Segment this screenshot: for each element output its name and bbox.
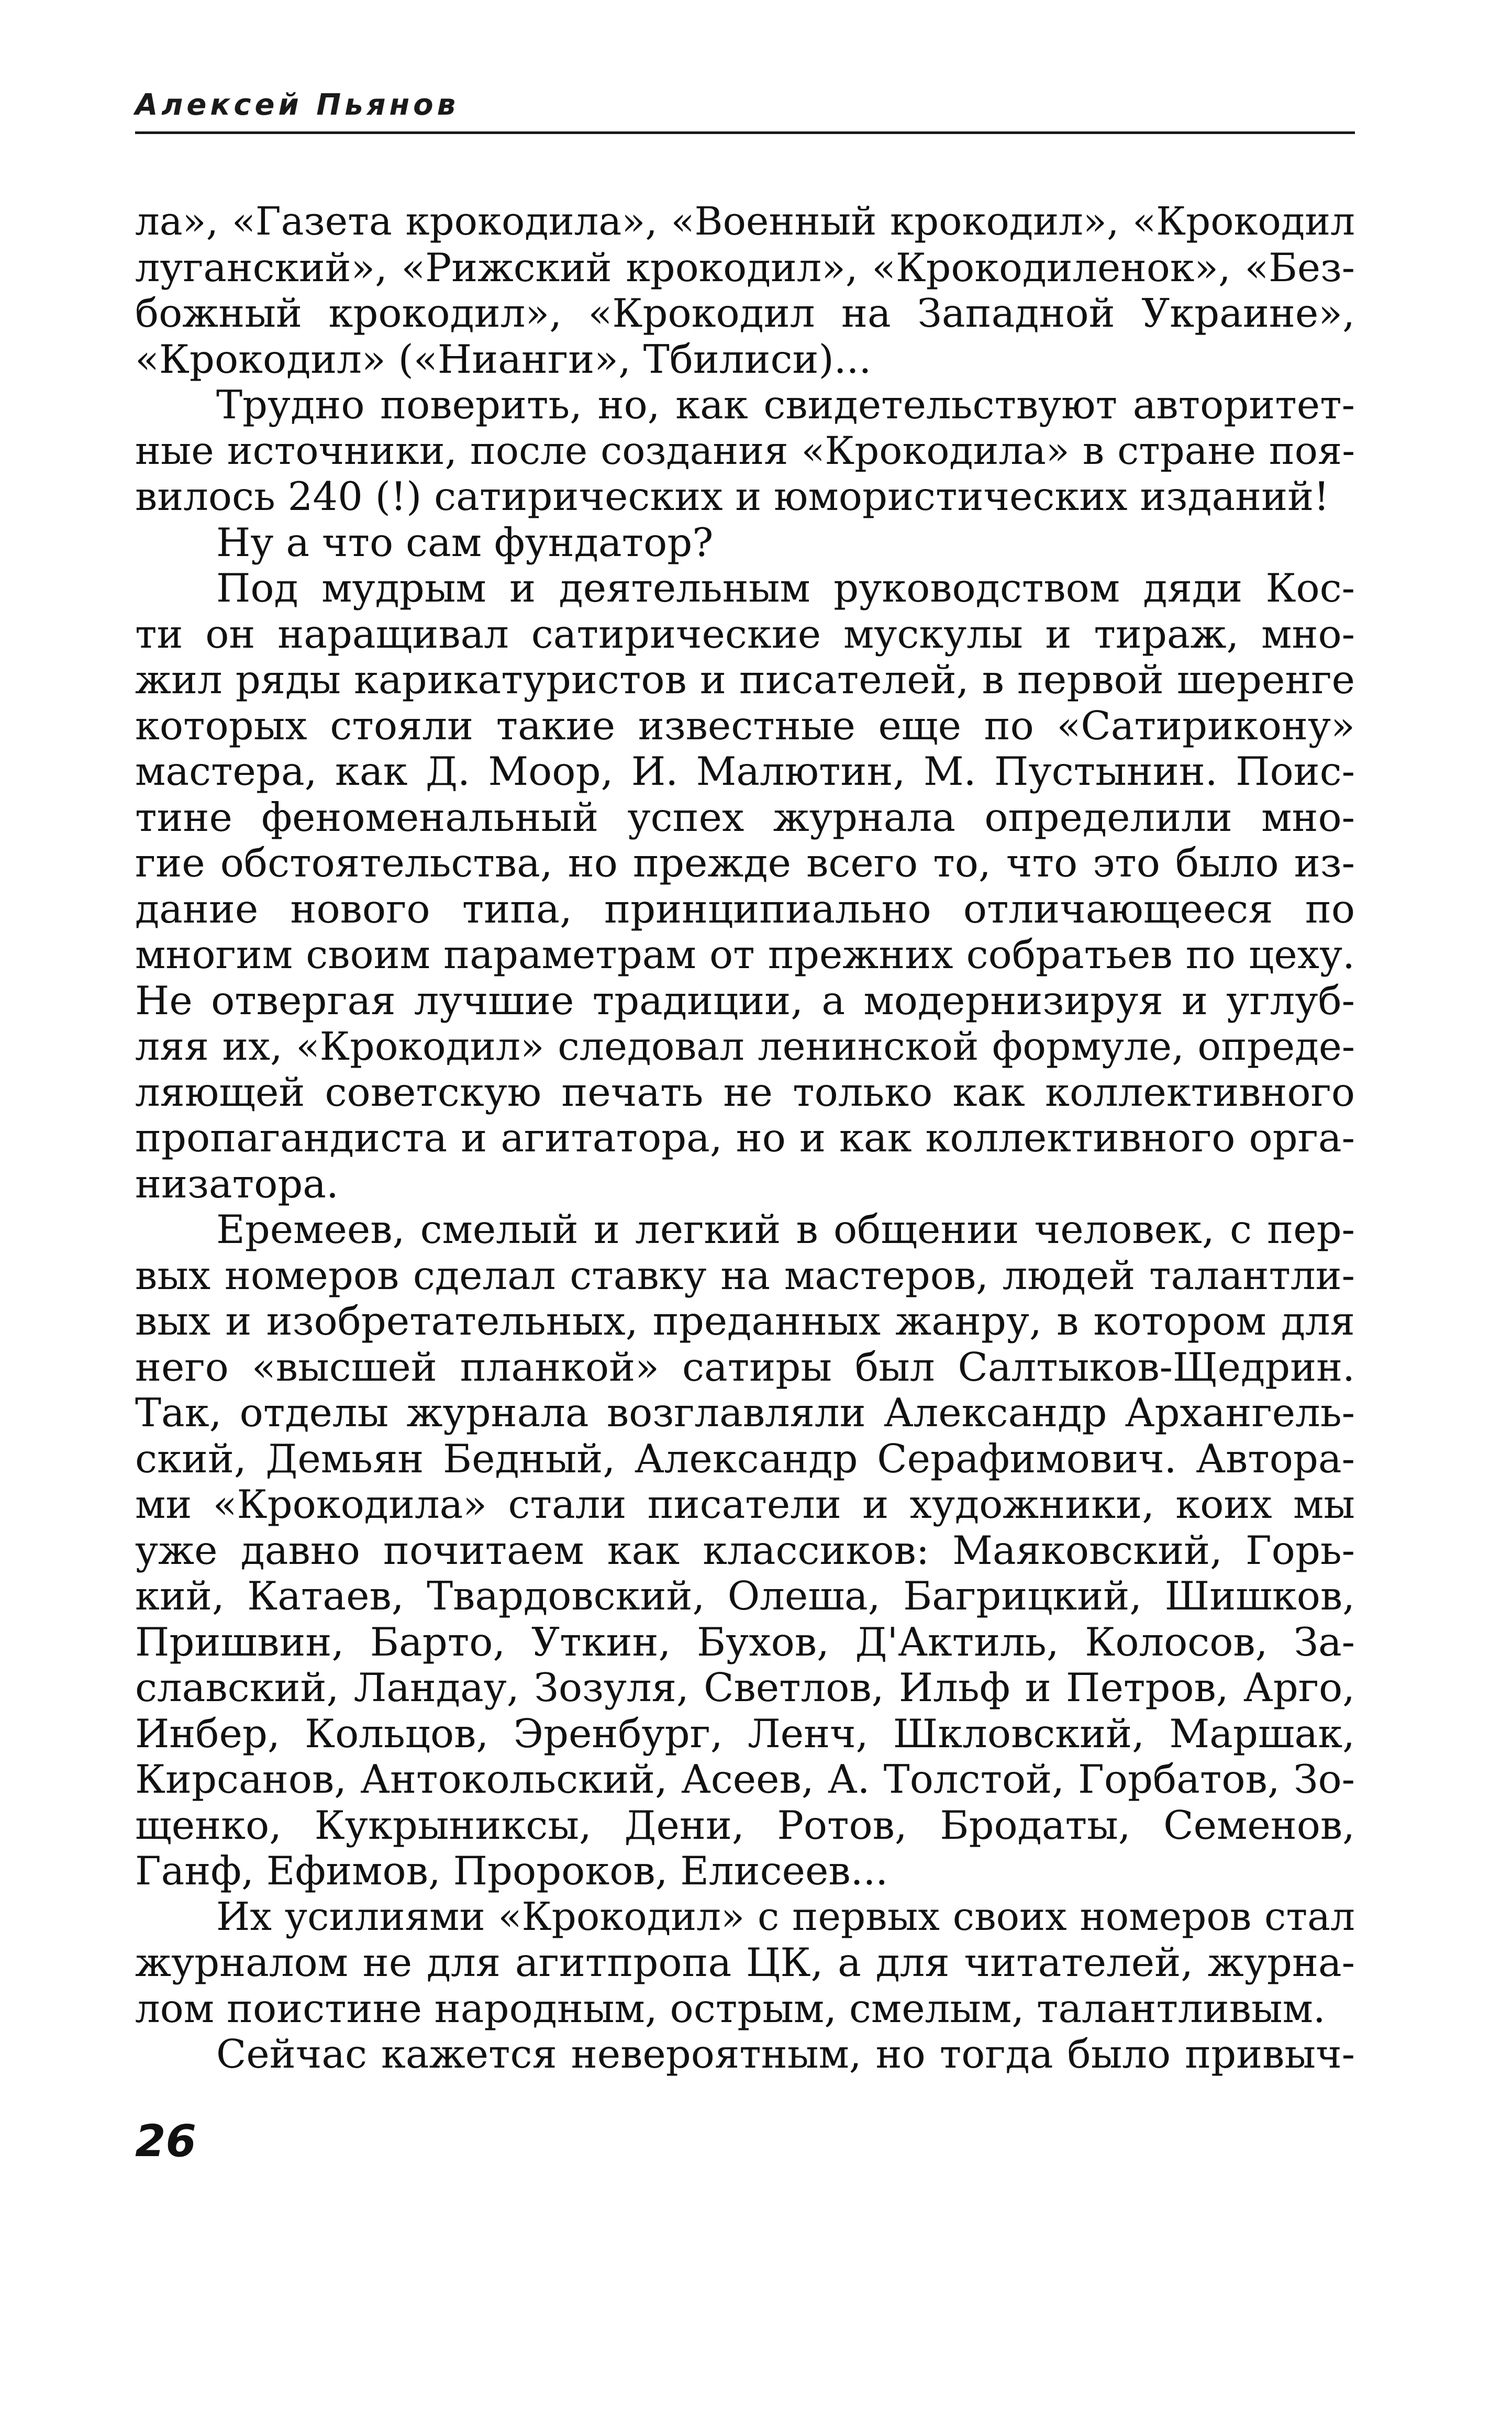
text-line: Ну а что сам фундатор? <box>216 519 714 565</box>
text-line: Еремеев, смелый и легкий в общении человек, с пер- <box>216 1206 1355 1252</box>
text-line: Кирсанов, Антокольский, Асеев, А. Толстой, Горбатов, Зо- <box>135 1756 1355 1802</box>
text-line: ляя их, «Крокодил» следовал ленинской формуле, опреде- <box>135 1024 1355 1069</box>
text-line: ляющей советскую печать не только как коллективного <box>135 1069 1355 1115</box>
text-line: Не отвергая лучшие традиции, а модернизируя и углуб- <box>135 977 1355 1024</box>
text-line: уже давно почитаем как классиков: Маяковский, Горь- <box>135 1527 1355 1573</box>
text-line: пропагандиста и агитатора, но и как коллективного орга- <box>135 1115 1355 1161</box>
running-head-author: Алексей Пьянов <box>135 88 460 122</box>
text-line: ные источники, после создания «Крокодила» в стране поя- <box>135 428 1355 473</box>
text-line: тине феноменальный успех журнала определили мно- <box>135 794 1355 840</box>
text-line: Инбер, Кольцов, Эренбург, Ленч, Шкловский, Маршак, <box>135 1710 1355 1757</box>
page-number: 26 <box>135 2115 196 2167</box>
text-line: «Крокодил» («Нианги», Тбилиси)... <box>135 336 872 382</box>
text-line: ти он наращивал сатирические мускулы и тираж, мно- <box>135 610 1355 657</box>
text-line: Пришвин, Барто, Уткин, Бухов, Д'Актиль, Колосов, За- <box>135 1618 1355 1665</box>
text-line: многим своим параметрам от прежних собратьев по цеху. <box>135 931 1355 978</box>
text-line: вых и изобретательных, преданных жанру, в котором для <box>135 1298 1355 1344</box>
text-line: мастера, как Д. Моор, И. Малютин, М. Пустынин. Поис- <box>135 748 1355 794</box>
text-line: которых стояли такие известные еще по «Сатирикону» <box>135 702 1355 749</box>
text-line: Ганф, Ефимов, Пророков, Елисеев... <box>135 1848 888 1894</box>
text-line: жил ряды карикатуристов и писателей, в первой шеренге <box>135 657 1355 703</box>
text-line: божный крокодил», «Крокодил на Западной Украине», <box>135 290 1355 336</box>
text-line: Трудно поверить, но, как свидетельствуют авторитет- <box>216 382 1355 428</box>
text-line: Их усилиями «Крокодил» с первых своих номеров стал <box>216 1894 1355 1939</box>
text-line: ла», «Газета крокодила», «Военный крокодил», «Крокодил <box>135 199 1355 244</box>
text-line: журналом не для агитпропа ЦК, а для читателей, журна- <box>135 1939 1355 1985</box>
body-text <box>135 199 1355 2078</box>
text-line: Так, отделы журнала возглавляли Александр Архангель- <box>135 1390 1355 1436</box>
text-line: него «высшей планкой» сатиры был Салтыков-Щедрин. <box>135 1344 1355 1390</box>
text-line: Под мудрым и деятельным руководством дяди Кос- <box>216 565 1355 611</box>
text-line: гие обстоятельства, но прежде всего то, что это было из- <box>135 840 1355 886</box>
text-line: славский, Ландау, Зозуля, Светлов, Ильф и Петров, Арго, <box>135 1664 1355 1711</box>
text-line: щенко, Кукрыниксы, Дени, Ротов, Бродаты, Семенов, <box>135 1802 1355 1848</box>
text-line: кий, Катаев, Твардовский, Олеша, Багрицкий, Шишков, <box>135 1573 1355 1619</box>
text-line: вых номеров сделал ставку на мастеров, людей талантли- <box>135 1252 1355 1298</box>
text-line: ми «Крокодила» стали писатели и художники, коих мы <box>135 1481 1355 1527</box>
text-line: вилось 240 (!) сатирических и юмористических изданий! <box>135 473 1330 519</box>
text-line: Сейчас кажется невероятным, но тогда было привыч- <box>216 2031 1355 2077</box>
text-line: луганский», «Рижский крокодил», «Крокодиленок», «Без- <box>135 245 1355 291</box>
text-line: низатора. <box>135 1160 339 1207</box>
text-line: дание нового типа, принципиально отличающееся по <box>135 885 1355 932</box>
text-line: ский, Демьян Бедный, Александр Серафимович. Автора- <box>135 1435 1355 1482</box>
header-rule <box>135 131 1355 134</box>
text-line: лом поистине народным, острым, смелым, талантливым. <box>135 1985 1326 2031</box>
